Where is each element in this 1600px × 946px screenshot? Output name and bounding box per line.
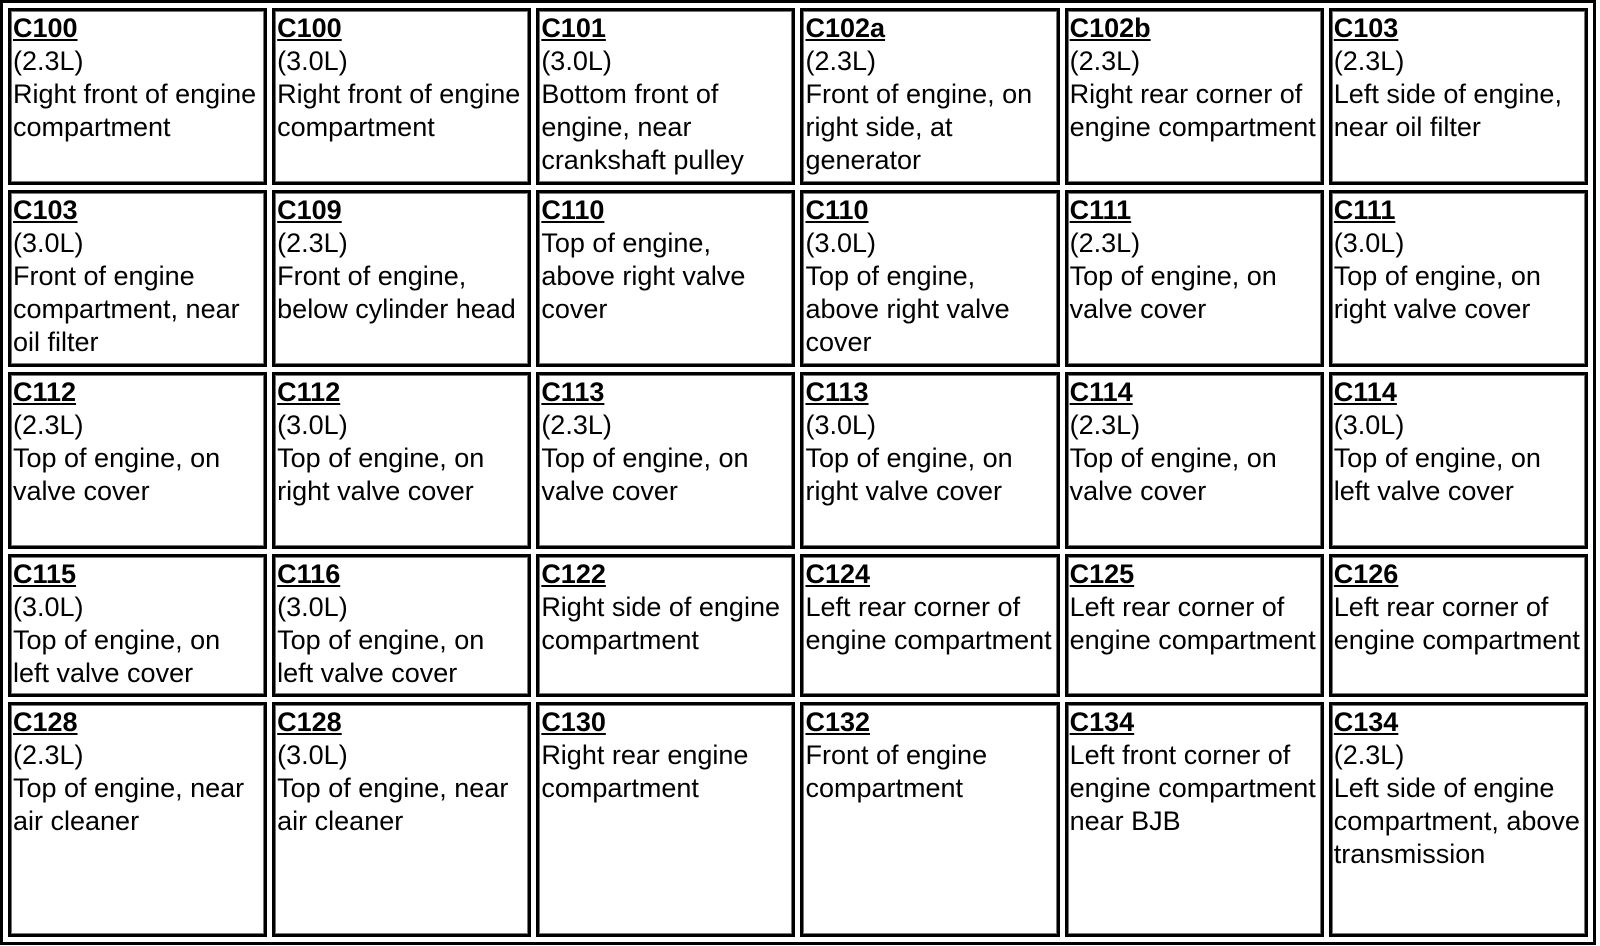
connector-location: Bottom front of engine, near crankshaft pulley xyxy=(541,79,744,175)
connector-location: Top of engine, near air cleaner xyxy=(277,773,509,836)
connector-code: C113 xyxy=(805,377,869,407)
connector-location: Left rear corner of engine compartment xyxy=(805,592,1052,655)
table-cell xyxy=(272,372,531,549)
engine-size: (2.3L) xyxy=(1333,740,1405,770)
table-cell xyxy=(536,8,795,185)
table-cell xyxy=(1329,372,1588,549)
connector-code: C126 xyxy=(1333,559,1399,589)
connector-location: Top of engine, on left valve cover xyxy=(277,625,485,688)
table-cell xyxy=(272,190,531,367)
connector-location: Right rear corner of engine compartment xyxy=(1069,79,1316,142)
engine-size: (2.3L) xyxy=(1069,228,1141,258)
table-row xyxy=(8,190,1588,367)
table-cell xyxy=(8,554,267,697)
connector-code: C110 xyxy=(805,195,869,225)
connector-location: Top of engine, on right valve cover xyxy=(1333,261,1541,324)
connector-location: Top of engine, on valve cover xyxy=(13,443,221,506)
connector-location: Top of engine, above right valve cover xyxy=(805,261,1010,357)
engine-size: (3.0L) xyxy=(277,740,348,770)
connector-location: Top of engine, on valve cover xyxy=(541,443,749,506)
table-cell xyxy=(536,372,795,549)
connector-location: Top of engine, on left valve cover xyxy=(13,625,221,688)
table-row xyxy=(8,372,1588,549)
connector-code: C114 xyxy=(1333,377,1397,407)
table-cell xyxy=(1065,554,1324,697)
connector-code: C134 xyxy=(1069,707,1135,737)
connector-location: Front of engine, on right side, at generator xyxy=(805,79,1033,175)
table-cell xyxy=(1329,702,1588,937)
table-cell xyxy=(272,554,531,697)
table-cell xyxy=(272,702,531,937)
engine-size: (3.0L) xyxy=(541,46,612,76)
table-cell xyxy=(536,554,795,697)
connector-location: Top of engine, on right valve cover xyxy=(277,443,485,506)
connector-location: Top of engine, near air cleaner xyxy=(13,773,245,836)
connector-location: Top of engine, on valve cover xyxy=(1069,261,1277,324)
connector-code: C134 xyxy=(1333,707,1399,737)
table-cell xyxy=(272,8,531,185)
engine-size: (3.0L) xyxy=(1333,410,1405,440)
connector-code: C109 xyxy=(277,195,342,225)
connector-location: Left rear corner of engine compartment xyxy=(1069,592,1316,655)
engine-size: (3.0L) xyxy=(277,410,348,440)
connector-code: C112 xyxy=(277,377,341,407)
connector-location: Top of engine, on left valve cover xyxy=(1333,443,1541,506)
connector-location: Right side of engine compartment xyxy=(541,592,780,655)
table-row xyxy=(8,554,1588,697)
connector-code: C132 xyxy=(805,707,871,737)
connector-location: Right front of engine compartment xyxy=(13,79,257,142)
connector-code: C112 xyxy=(13,377,77,407)
table-cell xyxy=(8,190,267,367)
connector-code: C102b xyxy=(1069,13,1151,43)
table-cell xyxy=(800,8,1059,185)
connector-code: C115 xyxy=(13,559,77,589)
engine-size: (2.3L) xyxy=(1333,46,1405,76)
connector-code: C110 xyxy=(541,195,605,225)
table-cell xyxy=(1065,190,1324,367)
engine-size: (2.3L) xyxy=(13,740,84,770)
table-cell xyxy=(1065,702,1324,937)
engine-size: (3.0L) xyxy=(13,228,84,258)
table-cell xyxy=(800,702,1059,937)
table-cell xyxy=(8,372,267,549)
engine-size: (3.0L) xyxy=(277,46,348,76)
engine-size: (3.0L) xyxy=(13,592,84,622)
connector-code: C111 xyxy=(1333,195,1396,225)
engine-size: (2.3L) xyxy=(13,410,84,440)
connector-location: Top of engine, above right valve cover xyxy=(541,228,746,324)
table-cell xyxy=(800,190,1059,367)
connector-code: C113 xyxy=(541,377,605,407)
table-cell xyxy=(1065,372,1324,549)
connector-code: C124 xyxy=(805,559,871,589)
connector-location: Front of engine, below cylinder head xyxy=(277,261,516,324)
connector-code: C111 xyxy=(1069,195,1132,225)
connector-code: C128 xyxy=(13,707,78,737)
connector-code: C116 xyxy=(277,559,341,589)
table-cell xyxy=(536,190,795,367)
connector-code: C103 xyxy=(1333,13,1399,43)
connector-code: C102a xyxy=(805,13,886,43)
engine-size: (3.0L) xyxy=(805,228,877,258)
table-cell xyxy=(8,702,267,937)
connector-code: C103 xyxy=(13,195,78,225)
table-cell xyxy=(800,554,1059,697)
connector-code: C128 xyxy=(277,707,342,737)
table-cell xyxy=(800,372,1059,549)
table-row xyxy=(8,702,1588,937)
connector-code: C101 xyxy=(541,13,606,43)
connector-code: C114 xyxy=(1069,377,1133,407)
engine-size: (2.3L) xyxy=(805,46,877,76)
engine-size: (3.0L) xyxy=(805,410,877,440)
connector-location: Right rear engine compartment xyxy=(541,740,749,803)
connector-code: C122 xyxy=(541,559,606,589)
engine-size: (2.3L) xyxy=(277,228,348,258)
table-cell xyxy=(1065,8,1324,185)
connector-location: Left side of engine, near oil filter xyxy=(1333,79,1562,142)
connector-location: Front of engine compartment xyxy=(805,740,988,803)
connector-location: Top of engine, on right valve cover xyxy=(805,443,1013,506)
connector-location: Right front of engine compartment xyxy=(277,79,521,142)
connector-code: C125 xyxy=(1069,559,1135,589)
connector-location: Left side of engine compartment, above transmission xyxy=(1333,773,1580,869)
table-row xyxy=(8,8,1588,185)
connector-location: Front of engine compartment, near oil filter xyxy=(13,261,240,357)
engine-size: (3.0L) xyxy=(1333,228,1405,258)
engine-size: (3.0L) xyxy=(277,592,348,622)
table-cell xyxy=(8,8,267,185)
engine-size: (2.3L) xyxy=(13,46,84,76)
table-cell xyxy=(1329,8,1588,185)
connector-code: C100 xyxy=(277,13,342,43)
table-cell xyxy=(536,702,795,937)
connector-code: C130 xyxy=(541,707,606,737)
engine-size: (2.3L) xyxy=(1069,410,1141,440)
table-cell xyxy=(1329,554,1588,697)
engine-size: (2.3L) xyxy=(541,410,612,440)
engine-size: (2.3L) xyxy=(1069,46,1141,76)
connector-location: Left front corner of engine compartment near BJB xyxy=(1069,740,1316,836)
connector-location: Left rear corner of engine compartment xyxy=(1333,592,1580,655)
connector-location: Top of engine, on valve cover xyxy=(1069,443,1277,506)
connector-code: C100 xyxy=(13,13,78,43)
table-cell xyxy=(1329,190,1588,367)
